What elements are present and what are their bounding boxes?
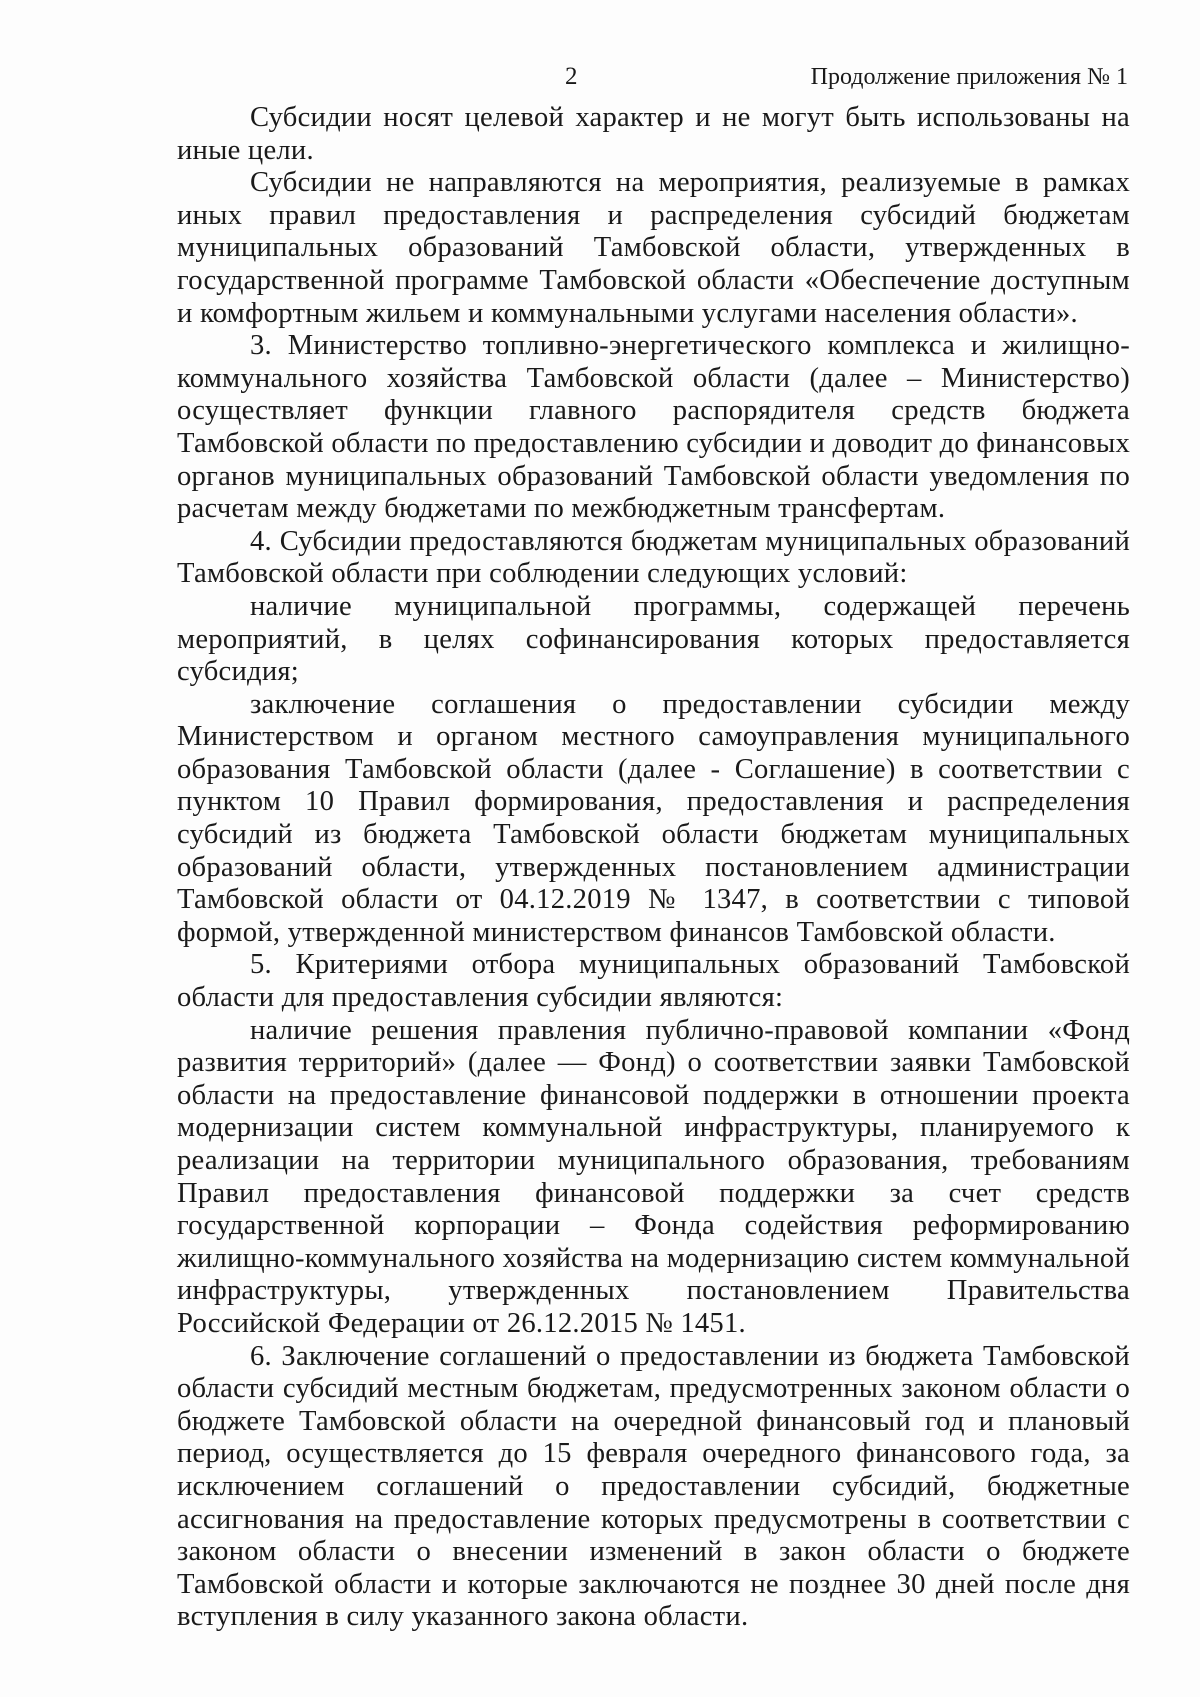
paragraph-clause-6: 6. Заключение соглашений о предоставлении из бюджета Тамбовской области субсидий местным бюджетам, предусмотренных законом области о бюджете Тамбовской области на очередной финансовый год и плановый период, осуществляется до 15 февраля очередного финансового года, за исключением соглашений о предоставлении субсидий, бюджетные ассигнования на предоставление которых предусмотрены в соответствии с законом области о внесении изменений в закон области о бюджете Тамбовской области и которые заключаются не позднее 30 дней после дня вступления в силу указанного закона области.: [177, 1340, 1130, 1633]
paragraph-condition-program: наличие муниципальной программы, содержащей перечень мероприятий, в целях софинансирования которых предоставляется субсидия;: [177, 590, 1130, 688]
paragraph-subsidy-purpose: Субсидии носят целевой характер и не могут быть использованы на иные цели.: [177, 102, 1130, 166]
paragraph-clause-3: 3. Министерство топливно-энергетического комплекса и жилищно-коммунального хозяйства Тамбовской области (далее – Министерство) осуществляет функции главного распорядителя средств бюджета Тамбовской области по предоставлению субсидии и доводит до финансовых органов муниципальных образований Тамбовской области уведомления по расчетам между бюджетами по межбюджетным трансфертам.: [177, 330, 1130, 525]
paragraph-clause-4: 4. Субсидии предоставляются бюджетам муниципальных образований Тамбовской области при соблюдении следующих условий:: [177, 525, 1130, 590]
page-number: 2: [565, 63, 578, 90]
paragraph-clause-5: 5. Критериями отбора муниципальных образований Тамбовской области для предоставления субсидии являются:: [177, 949, 1130, 1014]
paragraph-subsidy-exclusions: Субсидии не направляются на мероприятия, реализуемые в рамках иных правил предоставления и распределения субсидий бюджетам муниципальных образований Тамбовской области, утвержденных в государственной программе Тамбовской области «Обеспечение доступным и комфортным жильем и коммунальными услугами населения области».: [177, 167, 1130, 329]
document-body: [177, 102, 1130, 1634]
paragraph-criteria-fund-decision: наличие решения правления публично-правовой компании «Фонд развития территорий» (далее — Фонд) о соответствии заявки Тамбовской области на предоставление финансовой поддержки в отношении проекта модернизации систем коммунальной инфраструктуры, планируемого к реализации на территории муниципального образования, требованиям Правил предоставления финансовой поддержки за счет средств государственной корпорации – Фонда содействия реформированию жилищно-коммунального хозяйства на модернизацию систем коммунальной инфраструктуры, утвержденных постановлением Правительства Российской Федерации от 26.12.2015 № 1451.: [177, 1014, 1130, 1339]
paragraph-condition-agreement: заключение соглашения о предоставлении субсидии между Министерством и органом местного самоуправления муниципального образования Тамбовской области (далее - Соглашение) в соответствии с пунктом 10 Правил формирования, предоставления и распределения субсидий из бюджета Тамбовской области бюджетам муниципальных образований области, утвержденных постановлением администрации Тамбовской области от 04.12.2019 № 1347, в соответствии с типовой формой, утвержденной министерством финансов Тамбовской области.: [177, 688, 1130, 948]
running-head: Продолжение приложения № 1: [810, 64, 1128, 90]
